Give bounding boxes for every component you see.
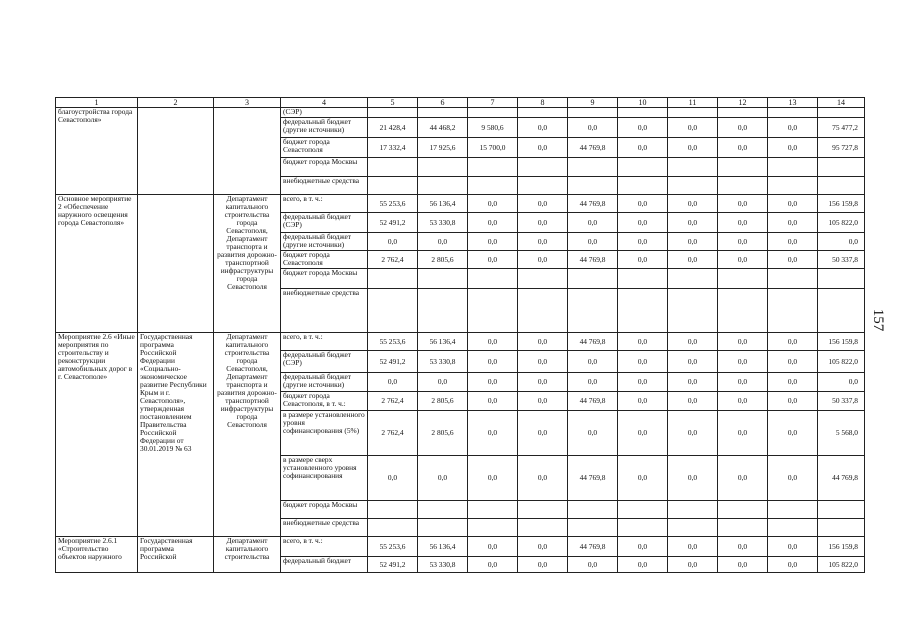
value-cell: 0,0 (668, 251, 718, 269)
value-cell: 0,0 (468, 557, 518, 573)
value-cell: 0,0 (668, 392, 718, 411)
funding-source: бюджет города Москвы (281, 501, 368, 519)
value-cell: 0,0 (718, 557, 768, 573)
value-cell: 0,0 (618, 392, 668, 411)
value-cell: 0,0 (768, 333, 818, 351)
value-cell: 0,0 (718, 351, 768, 373)
value-cell (568, 158, 618, 177)
value-cell: 21 428,4 (368, 118, 418, 138)
value-cell: 0,0 (718, 213, 768, 233)
value-cell: 0,0 (718, 251, 768, 269)
value-cell: 0,0 (718, 456, 768, 501)
funding-source: бюджет города Севастополя, в т. ч.: (281, 392, 368, 411)
value-cell: 0,0 (468, 195, 518, 213)
value-cell (568, 289, 618, 333)
value-cell: 15 700,0 (468, 138, 518, 158)
funding-source: в размере установленного уровня софинансирования (5%) (281, 411, 368, 456)
value-cell: 44 769,8 (568, 456, 618, 501)
value-cell: 53 330,8 (418, 557, 468, 573)
value-cell: 0,0 (618, 251, 668, 269)
value-cell: 0,0 (368, 373, 418, 392)
value-cell (668, 501, 718, 519)
value-cell (368, 269, 418, 289)
value-cell: 0,0 (818, 233, 865, 251)
value-cell: 156 159,8 (818, 333, 865, 351)
value-cell (718, 177, 768, 195)
value-cell (418, 289, 468, 333)
value-cell: 52 491,2 (368, 213, 418, 233)
value-cell: 0,0 (568, 373, 618, 392)
column-header: 1 (56, 98, 138, 108)
value-cell (718, 108, 768, 118)
value-cell (768, 269, 818, 289)
value-cell: 0,0 (468, 537, 518, 557)
value-cell: 0,0 (568, 557, 618, 573)
funding-source: всего, в т. ч.: (281, 537, 368, 557)
funding-source: внебюджетные средства (281, 177, 368, 195)
executor-cell: Департамент капитального строительства (214, 537, 281, 573)
value-cell: 0,0 (668, 213, 718, 233)
program-cell (138, 195, 214, 333)
value-cell (668, 289, 718, 333)
value-cell: 0,0 (718, 195, 768, 213)
value-cell: 0,0 (518, 456, 568, 501)
table-row (56, 108, 865, 118)
value-cell (818, 269, 865, 289)
column-header: 7 (468, 98, 518, 108)
value-cell: 0,0 (718, 118, 768, 138)
value-cell (718, 158, 768, 177)
value-cell: 50 337,8 (818, 392, 865, 411)
value-cell (718, 519, 768, 537)
column-header: 14 (818, 98, 865, 108)
value-cell: 0,0 (418, 233, 468, 251)
value-cell: 55 253,6 (368, 537, 418, 557)
value-cell (718, 501, 768, 519)
executor-cell (214, 108, 281, 195)
executor-cell: Департамент капитального строительства города Севастополя, Департамент транспорта и развития дорожно-транспортной инфраструктуры города Севастополя (214, 333, 281, 537)
value-cell: 44 769,8 (568, 138, 618, 158)
value-cell: 0,0 (518, 537, 568, 557)
funding-source: бюджет города Севастополя (281, 138, 368, 158)
value-cell: 0,0 (618, 373, 668, 392)
value-cell: 0,0 (818, 373, 865, 392)
value-cell: 44 468,2 (418, 118, 468, 138)
value-cell: 0,0 (518, 557, 568, 573)
value-cell (568, 501, 618, 519)
measure-name: Мероприятие 2.6.1 «Строительство объектов наружного (56, 537, 138, 573)
value-cell: 56 136,4 (418, 537, 468, 557)
value-cell: 0,0 (568, 411, 618, 456)
measure-name: Основное мероприятие 2 «Обеспечение наружного освещения города Севастополя» (56, 195, 138, 333)
column-header: 11 (668, 98, 718, 108)
value-cell: 0,0 (468, 333, 518, 351)
value-cell: 0,0 (668, 456, 718, 501)
value-cell: 156 159,8 (818, 537, 865, 557)
value-cell (468, 289, 518, 333)
value-cell: 0,0 (618, 138, 668, 158)
value-cell (818, 108, 865, 118)
value-cell: 0,0 (668, 537, 718, 557)
value-cell: 0,0 (618, 213, 668, 233)
table-row (56, 333, 865, 351)
budget-table (55, 97, 865, 573)
value-cell: 0,0 (768, 373, 818, 392)
funding-source: федеральный бюджет (другие источники) (281, 233, 368, 251)
value-cell (818, 177, 865, 195)
value-cell (768, 501, 818, 519)
value-cell (468, 269, 518, 289)
value-cell (518, 519, 568, 537)
value-cell (518, 269, 568, 289)
value-cell: 0,0 (718, 333, 768, 351)
value-cell: 0,0 (568, 118, 618, 138)
value-cell: 0,0 (518, 351, 568, 373)
value-cell (768, 158, 818, 177)
value-cell: 0,0 (418, 456, 468, 501)
value-cell: 44 769,8 (568, 537, 618, 557)
value-cell (768, 519, 818, 537)
value-cell (418, 108, 468, 118)
value-cell: 55 253,6 (368, 195, 418, 213)
value-cell (618, 158, 668, 177)
value-cell (468, 501, 518, 519)
value-cell: 0,0 (718, 392, 768, 411)
program-cell (138, 108, 214, 195)
value-cell (818, 501, 865, 519)
value-cell (618, 289, 668, 333)
value-cell: 55 253,6 (368, 333, 418, 351)
column-header: 2 (138, 98, 214, 108)
value-cell: 0,0 (468, 392, 518, 411)
value-cell (468, 519, 518, 537)
value-cell (618, 269, 668, 289)
value-cell: 2 805,6 (418, 251, 468, 269)
value-cell: 56 136,4 (418, 333, 468, 351)
value-cell: 53 330,8 (418, 213, 468, 233)
value-cell (418, 158, 468, 177)
column-header: 13 (768, 98, 818, 108)
value-cell (768, 289, 818, 333)
column-header: 6 (418, 98, 468, 108)
value-cell: 0,0 (518, 411, 568, 456)
value-cell: 44 769,8 (568, 333, 618, 351)
value-cell: 52 491,2 (368, 557, 418, 573)
value-cell: 0,0 (568, 351, 618, 373)
value-cell (418, 177, 468, 195)
column-header: 3 (214, 98, 281, 108)
value-cell: 0,0 (468, 251, 518, 269)
measure-name: Мероприятие 2.6 «Иные мероприятия по строительству и реконструкции автомобильных дорог в г. Севастополе» (56, 333, 138, 537)
value-cell (568, 177, 618, 195)
column-header: 12 (718, 98, 768, 108)
value-cell (568, 519, 618, 537)
column-header: 9 (568, 98, 618, 108)
value-cell: 0,0 (618, 351, 668, 373)
value-cell: 0,0 (568, 213, 618, 233)
value-cell (368, 158, 418, 177)
value-cell (418, 519, 468, 537)
value-cell: 0,0 (768, 213, 818, 233)
value-cell: 0,0 (468, 411, 518, 456)
value-cell: 9 580,6 (468, 118, 518, 138)
funding-source: всего, в т. ч.: (281, 333, 368, 351)
value-cell: 0,0 (768, 233, 818, 251)
value-cell: 0,0 (618, 557, 668, 573)
value-cell (818, 519, 865, 537)
value-cell: 0,0 (768, 411, 818, 456)
value-cell: 44 769,8 (568, 392, 618, 411)
value-cell (368, 519, 418, 537)
value-cell: 52 491,2 (368, 351, 418, 373)
program-cell: Государственная программа Российской (138, 537, 214, 573)
value-cell: 0,0 (518, 392, 568, 411)
value-cell (568, 269, 618, 289)
value-cell: 75 477,2 (818, 118, 865, 138)
value-cell: 0,0 (718, 411, 768, 456)
value-cell: 0,0 (668, 333, 718, 351)
value-cell: 0,0 (618, 456, 668, 501)
value-cell (468, 108, 518, 118)
value-cell: 0,0 (768, 118, 818, 138)
value-cell: 0,0 (468, 213, 518, 233)
value-cell (468, 158, 518, 177)
funding-source: федеральный бюджет (другие источники) (281, 373, 368, 392)
funding-source: федеральный бюджет (СЭР) (281, 351, 368, 373)
value-cell (668, 519, 718, 537)
value-cell: 0,0 (518, 138, 568, 158)
measure-name: благоустройства города Севастополя» (56, 108, 138, 195)
value-cell (518, 158, 568, 177)
value-cell: 0,0 (668, 351, 718, 373)
value-cell: 17 332,4 (368, 138, 418, 158)
value-cell: 0,0 (418, 373, 468, 392)
value-cell: 105 822,0 (818, 351, 865, 373)
funding-source: бюджет города Москвы (281, 158, 368, 177)
value-cell: 0,0 (768, 251, 818, 269)
value-cell (668, 158, 718, 177)
value-cell: 2 762,4 (368, 251, 418, 269)
value-cell: 0,0 (768, 456, 818, 501)
value-cell (618, 177, 668, 195)
value-cell: 0,0 (668, 373, 718, 392)
column-header: 10 (618, 98, 668, 108)
value-cell: 0,0 (518, 233, 568, 251)
value-cell (518, 289, 568, 333)
value-cell (618, 501, 668, 519)
value-cell: 2 805,6 (418, 392, 468, 411)
value-cell: 0,0 (668, 557, 718, 573)
value-cell: 0,0 (768, 351, 818, 373)
value-cell: 44 769,8 (568, 195, 618, 213)
value-cell: 0,0 (668, 138, 718, 158)
value-cell: 0,0 (768, 138, 818, 158)
value-cell (718, 289, 768, 333)
value-cell: 0,0 (468, 233, 518, 251)
value-cell: 0,0 (368, 456, 418, 501)
value-cell (818, 289, 865, 333)
value-cell (368, 177, 418, 195)
value-cell: 0,0 (518, 213, 568, 233)
value-cell (418, 269, 468, 289)
value-cell: 0,0 (668, 411, 718, 456)
funding-source: федеральный бюджет (281, 557, 368, 573)
value-cell: 0,0 (618, 195, 668, 213)
value-cell: 0,0 (618, 233, 668, 251)
funding-source: федеральный бюджет (СЭР) (281, 213, 368, 233)
value-cell (668, 269, 718, 289)
value-cell: 2 762,4 (368, 411, 418, 456)
value-cell: 0,0 (768, 537, 818, 557)
value-cell (368, 289, 418, 333)
value-cell: 5 568,0 (818, 411, 865, 456)
column-header: 4 (281, 98, 368, 108)
value-cell: 17 925,6 (418, 138, 468, 158)
value-cell: 0,0 (668, 195, 718, 213)
value-cell: 0,0 (718, 373, 768, 392)
value-cell: 44 769,8 (568, 251, 618, 269)
value-cell: 44 769,8 (818, 456, 865, 501)
funding-source: в размере сверх установленного уровня софинансирования (281, 456, 368, 501)
value-cell: 0,0 (518, 373, 568, 392)
value-cell (718, 269, 768, 289)
value-cell (368, 108, 418, 118)
value-cell: 2 762,4 (368, 392, 418, 411)
value-cell: 156 159,8 (818, 195, 865, 213)
value-cell: 53 330,8 (418, 351, 468, 373)
value-cell (768, 108, 818, 118)
value-cell (468, 177, 518, 195)
value-cell (518, 108, 568, 118)
value-cell: 0,0 (768, 557, 818, 573)
page-number: 157 (870, 308, 886, 332)
column-header: 5 (368, 98, 418, 108)
value-cell: 105 822,0 (818, 213, 865, 233)
value-cell: 0,0 (668, 118, 718, 138)
funding-source: внебюджетные средства (281, 519, 368, 537)
executor-cell: Департамент капитального строительства города Севастополя, Департамент транспорта и развития дорожно-транспортной инфраструктуры города Севастополя (214, 195, 281, 333)
funding-source: всего, в т. ч.: (281, 195, 368, 213)
value-cell (768, 177, 818, 195)
funding-source: (СЭР) (281, 108, 368, 118)
value-cell: 0,0 (518, 118, 568, 138)
value-cell: 0,0 (368, 233, 418, 251)
value-cell (618, 519, 668, 537)
value-cell (818, 158, 865, 177)
value-cell: 0,0 (468, 351, 518, 373)
value-cell (668, 108, 718, 118)
value-cell: 0,0 (768, 392, 818, 411)
value-cell: 0,0 (518, 195, 568, 213)
value-cell: 0,0 (718, 233, 768, 251)
value-cell: 0,0 (568, 233, 618, 251)
value-cell: 0,0 (518, 251, 568, 269)
value-cell: 0,0 (618, 333, 668, 351)
value-cell: 0,0 (518, 333, 568, 351)
table-row (56, 195, 865, 213)
program-cell: Государственная программа Российской Федерации «Социально-экономическое развитие Республики Крым и г. Севастополя», утвержденная постановлением Правительства Российской Федерации от 30.01.2019 № 63 (138, 333, 214, 537)
value-cell: 50 337,8 (818, 251, 865, 269)
value-cell (368, 501, 418, 519)
value-cell: 0,0 (468, 373, 518, 392)
column-header: 8 (518, 98, 568, 108)
value-cell: 0,0 (718, 537, 768, 557)
header-row (56, 98, 865, 108)
funding-source: федеральный бюджет (другие источники) (281, 118, 368, 138)
value-cell: 105 822,0 (818, 557, 865, 573)
value-cell (668, 177, 718, 195)
value-cell: 2 805,6 (418, 411, 468, 456)
funding-source: бюджет города Севастополя (281, 251, 368, 269)
value-cell: 56 136,4 (418, 195, 468, 213)
value-cell: 0,0 (618, 537, 668, 557)
value-cell (568, 108, 618, 118)
value-cell (518, 177, 568, 195)
value-cell: 0,0 (618, 411, 668, 456)
value-cell: 95 727,8 (818, 138, 865, 158)
value-cell (618, 108, 668, 118)
funding-source: бюджет города Москвы (281, 269, 368, 289)
value-cell: 0,0 (768, 195, 818, 213)
value-cell: 0,0 (668, 233, 718, 251)
value-cell: 0,0 (468, 456, 518, 501)
value-cell: 0,0 (618, 118, 668, 138)
value-cell: 0,0 (718, 138, 768, 158)
value-cell (418, 501, 468, 519)
table-row (56, 537, 865, 557)
value-cell (518, 501, 568, 519)
funding-source: внебюджетные средства (281, 289, 368, 333)
